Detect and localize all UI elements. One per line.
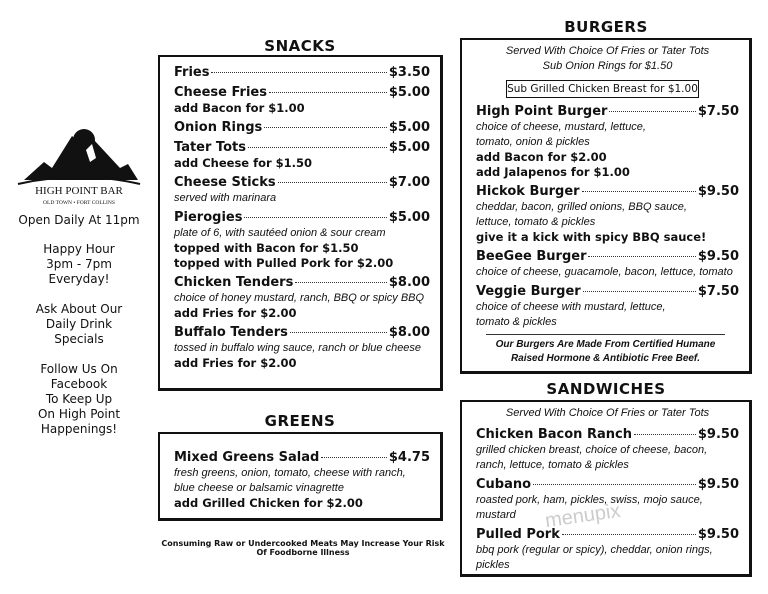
menu-item-name: Veggie Burger <box>476 284 581 299</box>
menu-item-name: Cubano <box>476 477 532 492</box>
menu-item-row <box>476 184 739 200</box>
add-on-line: topped with Pulled Pork for $2.00 <box>174 256 394 270</box>
dot-leader <box>582 191 696 192</box>
menu-item-price: $9.50 <box>697 477 739 492</box>
menu-item <box>174 325 430 371</box>
menu-item-row <box>476 284 739 300</box>
menu-item <box>476 527 739 573</box>
beef-notice-line: Our Burgers Are Made From Certified Humane <box>495 339 716 350</box>
menu-item <box>174 175 430 206</box>
dot-leader <box>211 72 386 73</box>
menu-item-price: $7.50 <box>697 284 739 299</box>
description-line: tomato, onion & pickles <box>476 136 590 148</box>
description-line: cheddar, bacon, grilled onions, BBQ sauce, <box>476 201 687 213</box>
menu-item <box>476 427 739 473</box>
dot-leader <box>609 111 695 112</box>
svg-text:OLD TOWN • FORT COLLINS: OLD TOWN • FORT COLLINS <box>43 200 115 206</box>
burgers-heading: BURGERS <box>564 18 648 36</box>
dot-leader <box>588 256 695 257</box>
menu-item <box>476 184 739 245</box>
menu-item-price: $9.50 <box>697 427 739 442</box>
menu-item <box>476 104 739 180</box>
menu-item-row <box>174 65 430 81</box>
greens-section <box>158 432 443 521</box>
beef-notice <box>486 334 725 366</box>
menu-item-name: Fries <box>174 65 210 80</box>
menu-item-name: Hickok Burger <box>476 184 580 199</box>
dot-leader <box>278 182 387 183</box>
add-on-line: add Bacon for $1.00 <box>174 101 305 115</box>
menu-item-price: $3.50 <box>388 65 430 80</box>
description-line: mustard <box>476 509 516 521</box>
info-column <box>4 213 154 452</box>
add-on-line: add Fries for $2.00 <box>174 306 297 320</box>
menu-item-price: $5.00 <box>388 140 430 155</box>
menu-item <box>476 284 739 330</box>
menu-item-price: $7.00 <box>388 175 430 190</box>
add-on-line: add Grilled Chicken for $2.00 <box>174 496 363 510</box>
add-on-line: add Fries for $2.00 <box>174 356 297 370</box>
menu-item-name: Pierogies <box>174 210 243 225</box>
menu-item-price: $9.50 <box>697 249 739 264</box>
sandwiches-intro: Served With Choice Of Fries or Tater Tots <box>505 407 710 419</box>
menu-item-price: $4.75 <box>388 450 430 465</box>
description-line: choice of cheese with mustard, lettuce, <box>476 301 666 313</box>
burgers-intro-1: Served With Choice Of Fries or Tater Tots <box>505 45 710 57</box>
description-line: grilled chicken breast, choice of cheese, bacon, <box>476 444 708 456</box>
menu-item <box>174 65 430 81</box>
menu-item-price: $5.00 <box>388 85 430 100</box>
add-on-line: give it a kick with spicy BBQ sauce! <box>476 230 707 244</box>
description-line: bbq pork (regular or spicy), cheddar, onion rings, <box>476 544 713 556</box>
description-line: ranch, lettuce, tomato & pickles <box>476 459 629 471</box>
happy-hour-text: Happy Hour 3pm - 7pm Everyday! <box>43 242 115 286</box>
menu-item-row <box>476 477 739 493</box>
dot-leader <box>321 457 387 458</box>
greens-heading: GREENS <box>264 412 336 430</box>
sandwiches-section <box>460 400 752 577</box>
svg-text:HIGH POINT BAR: HIGH POINT BAR <box>35 185 123 197</box>
menu-item-name: BeeGee Burger <box>476 249 587 264</box>
menu-item-price: $7.50 <box>697 104 739 119</box>
description-line: roasted pork, ham, pickles, swiss, mojo sauce, <box>476 494 703 506</box>
menu-item-price: $8.00 <box>388 325 430 340</box>
menu-item-name: Buffalo Tenders <box>174 325 288 340</box>
menu-item-name: Onion Rings <box>174 120 263 135</box>
dot-leader <box>634 434 696 435</box>
menu-item-row <box>174 140 430 156</box>
menu-item-row <box>476 527 739 543</box>
menu-item-name: Mixed Greens Salad <box>174 450 320 465</box>
menu-item <box>174 450 430 511</box>
menu-item <box>174 275 430 321</box>
menu-item <box>174 210 430 271</box>
menu-item-name: Tater Tots <box>174 140 246 155</box>
dot-leader <box>295 282 387 283</box>
menu-item-row <box>174 450 430 466</box>
description-line: pickles <box>476 559 510 571</box>
description-line: choice of cheese, mustard, lettuce, <box>476 121 646 133</box>
sandwiches-heading: SANDWICHES <box>546 380 666 398</box>
dot-leader <box>248 147 387 148</box>
description-line: tomato & pickles <box>476 316 557 328</box>
menu-item <box>174 120 430 136</box>
menu-item-row <box>476 427 739 443</box>
dot-leader <box>290 332 387 333</box>
burgers-intro-2: Sub Onion Rings for $1.50 <box>542 60 673 72</box>
add-on-line: topped with Bacon for $1.50 <box>174 241 359 255</box>
menu-item <box>476 249 739 280</box>
description-line: tossed in buffalo wing sauce, ranch or blue cheese <box>174 342 422 354</box>
snacks-heading: SNACKS <box>264 37 336 55</box>
burgers-section <box>460 38 752 374</box>
menu-item-price: $8.00 <box>388 275 430 290</box>
description-line: plate of 6, with sautéed onion & sour cream <box>174 227 386 239</box>
beef-notice-line: Raised Hormone & Antibiotic Free Beef. <box>510 353 701 364</box>
snacks-section <box>158 55 443 391</box>
hours-text: Open Daily At 11pm <box>18 213 140 227</box>
menu-item-row <box>174 175 430 191</box>
menu-item-price: $9.50 <box>697 184 739 199</box>
menu-item-name: Chicken Bacon Ranch <box>476 427 632 442</box>
menu-item <box>174 85 430 116</box>
dot-leader <box>533 484 696 485</box>
menu-item-row <box>174 120 430 136</box>
menu-item-row <box>174 85 430 101</box>
menu-item-row <box>174 275 430 291</box>
dot-leader <box>269 92 387 93</box>
dot-leader <box>562 534 696 535</box>
menu-item-name: Chicken Tenders <box>174 275 294 290</box>
menu-item-price: $5.00 <box>388 210 430 225</box>
description-line: choice of cheese, guacamole, bacon, lettuce, tomato <box>476 266 733 278</box>
menupix-watermark: menupix <box>543 499 622 533</box>
menu-item-row <box>476 104 739 120</box>
description-line: lettuce, tomato & pickles <box>476 216 596 228</box>
description-line: fresh greens, onion, tomato, cheese with ranch, <box>174 467 406 479</box>
footnote: Consuming Raw or Undercooked Meats May Increase Your Risk Of Foodborne Illness <box>161 539 445 557</box>
add-on-line: add Bacon for $2.00 <box>476 150 607 164</box>
facebook-text: Follow Us On Facebook To Keep Up On High Point Happenings! <box>37 362 121 436</box>
dot-leader <box>244 217 386 218</box>
menu-item-name: Pulled Pork <box>476 527 560 542</box>
high-point-bar-logo <box>16 118 142 208</box>
description-line: choice of honey mustard, ranch, BBQ or spicy BBQ <box>174 292 425 304</box>
sub-chicken-note: Sub Grilled Chicken Breast for $1.00 <box>506 80 699 98</box>
dot-leader <box>583 291 696 292</box>
menu-item-row <box>174 325 430 341</box>
menu-item-name: Cheese Fries <box>174 85 267 100</box>
dot-leader <box>264 127 387 128</box>
menu-item-name: Cheese Sticks <box>174 175 276 190</box>
add-on-line: add Jalapenos for $1.00 <box>476 165 630 179</box>
add-on-line: add Cheese for $1.50 <box>174 156 313 170</box>
description-line: served with marinara <box>174 192 277 204</box>
description-line: blue cheese or balsamic vinagrette <box>174 482 344 494</box>
menu-item-price: $5.00 <box>388 120 430 135</box>
menu-item-row <box>476 249 739 265</box>
menu-item <box>174 140 430 171</box>
menu-item-row <box>174 210 430 226</box>
menu-item-name: High Point Burger <box>476 104 608 119</box>
menu-item-price: $9.50 <box>697 527 739 542</box>
drink-specials-text: Ask About Our Daily Drink Specials <box>35 302 123 346</box>
